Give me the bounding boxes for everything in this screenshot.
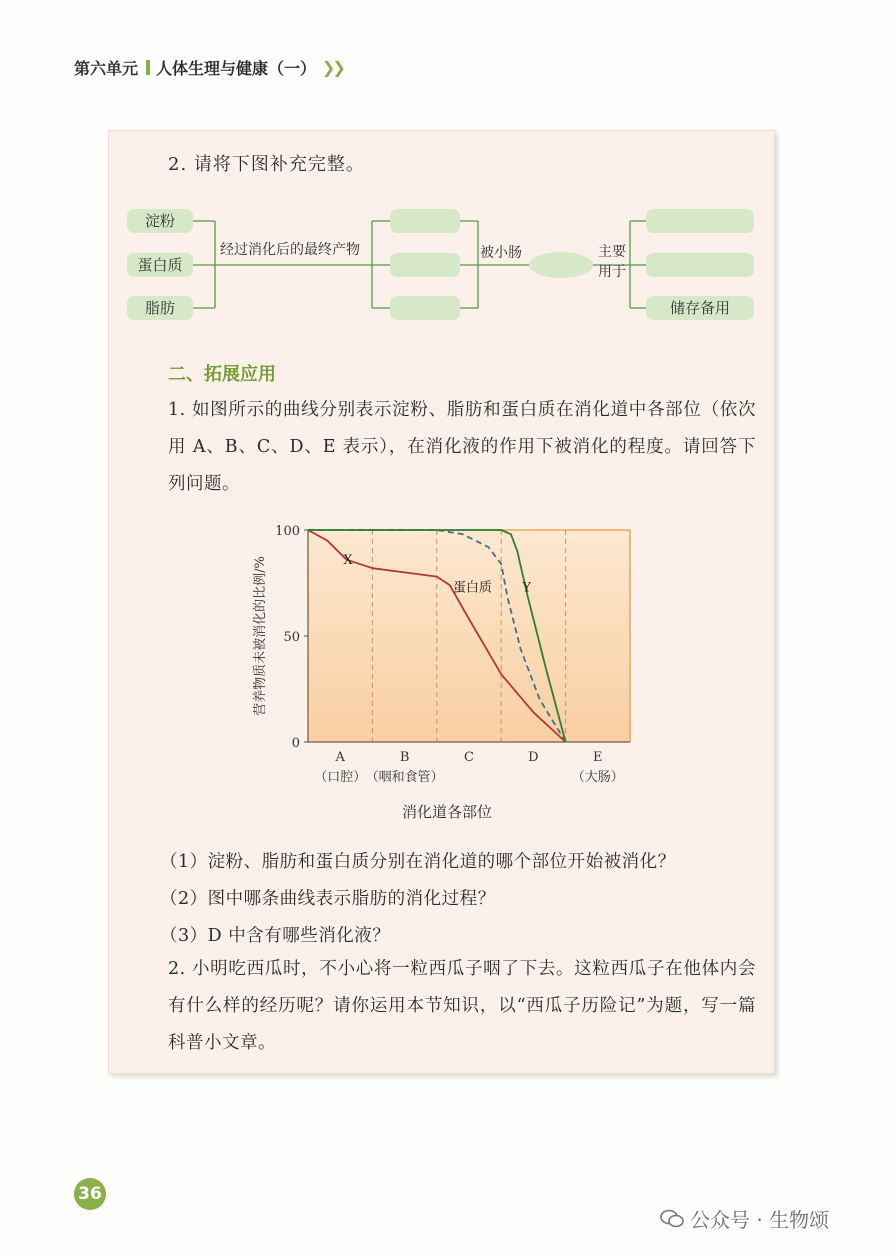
sub-question-1: （1）淀粉、脂肪和蛋白质分别在消化道的哪个部位开始被消化？ — [160, 852, 676, 872]
flow-use-label-1: 主要 — [598, 244, 626, 260]
chart-plot-area — [308, 530, 630, 742]
sub-question-3: （3）D 中含有哪些消化液？ — [160, 926, 391, 946]
chart-category-note: （咽和食管） — [365, 770, 444, 785]
paragraph-question-1: 1. 如图所示的曲线分别表示淀粉、脂肪和蛋白质在消化道中各部位（依次用 A、B、C、D、E 表示），在消化液的作用下被消化的程度。请回答下列问题。 — [168, 400, 756, 494]
flow-product-blank-3[interactable] — [390, 296, 460, 320]
flow-input-protein: 蛋白质 — [127, 253, 193, 277]
flow-use-storage: 储存备用 — [646, 296, 754, 320]
chart-category-label: D — [528, 750, 539, 765]
chart-series-label: 蛋白质 — [452, 580, 492, 596]
flow-input-starch: 淀粉 — [127, 209, 193, 233]
watermark — [660, 1204, 829, 1233]
flow-use-label-2: 用于 — [598, 264, 626, 280]
chart-y-axis-title: 营养物质未被消化的比例/% — [253, 556, 268, 716]
chevron-right-icon: ❯❯ — [322, 58, 343, 77]
question-2-title: 2. 请将下图补充完整。 — [168, 154, 365, 175]
digestion-chart — [240, 510, 660, 830]
sub-question-2: （2）图中哪条曲线表示脂肪的消化过程？ — [160, 889, 496, 909]
wechat-icon — [660, 1209, 684, 1229]
chart-category-label: E — [593, 750, 603, 765]
chart-y-tick-label: 0 — [291, 736, 300, 751]
watermark-text: 公众号 · 生物颂 — [690, 1208, 830, 1232]
unit-title: 人体生理与健康（一） — [156, 59, 317, 78]
chart-series-label: X — [343, 552, 353, 568]
chart-category-label: A — [335, 750, 345, 765]
chart-y-tick-label: 50 — [283, 630, 300, 645]
page-number: 36 — [74, 1178, 106, 1210]
chart-category-note: （口腔） — [314, 770, 367, 785]
chart-category-label: C — [464, 750, 474, 765]
chart-y-tick-label: 100 — [275, 524, 300, 539]
chart-category-note: （大肠） — [571, 770, 624, 785]
flow-use-blank-1[interactable] — [646, 209, 754, 233]
flow-product-blank-2[interactable] — [390, 253, 460, 277]
flow-process-label: 经过消化后的最终产物 — [220, 242, 360, 258]
flow-absorb-label: 被小肠 — [480, 245, 522, 261]
unit-label: 第六单元 — [74, 59, 139, 78]
chart-category-label: B — [399, 750, 410, 765]
section-title: 二、拓展应用 — [168, 364, 276, 385]
chart-x-axis-title: 消化道各部位 — [402, 803, 493, 821]
absorb-blank-ellipse — [529, 252, 593, 278]
flow-use-blank-2[interactable] — [646, 253, 754, 277]
paragraph-question-2: 2. 小明吃西瓜时，不小心将一粒西瓜子咽了下去。这粒西瓜子在他体内会有什么样的经历呢？请你运用本节知识，以“西瓜子历险记”为题，写一篇科普小文章。 — [168, 959, 756, 1053]
chart-series-label: Y — [522, 580, 532, 596]
flow-product-blank-1[interactable] — [390, 209, 460, 233]
flow-input-fat: 脂肪 — [127, 296, 193, 320]
